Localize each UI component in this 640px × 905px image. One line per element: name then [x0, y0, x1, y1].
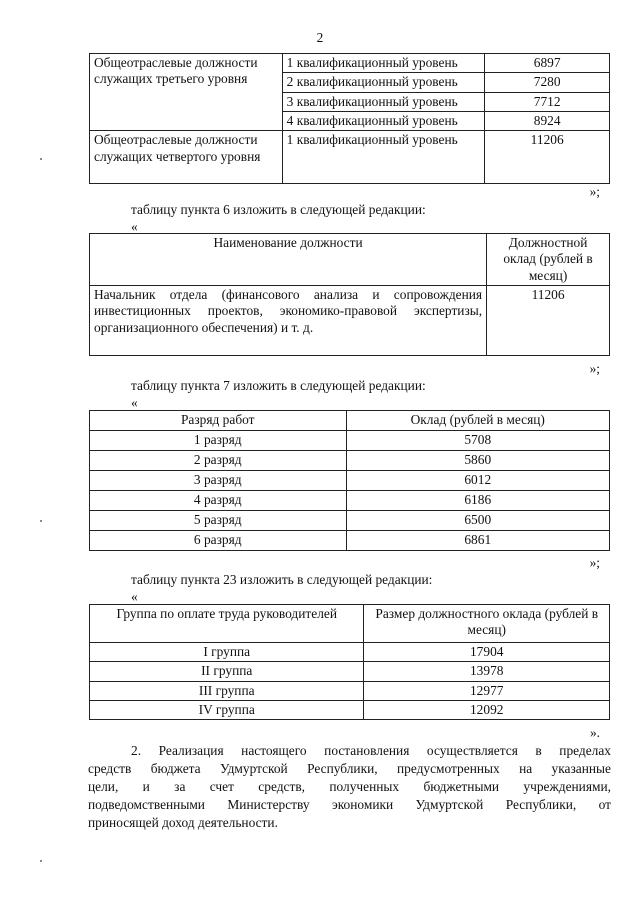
open-quote: « [131, 395, 138, 410]
scan-speck [40, 520, 42, 522]
open-quote: « [131, 219, 138, 234]
salary-levels-table [89, 53, 610, 184]
table-header-row [90, 605, 610, 643]
header-rank: Разряд работ [90, 411, 347, 431]
salary-cell: 6500 [346, 511, 610, 531]
group-cell: Общеотраслевые должности служащих четвертого уровня [90, 131, 283, 184]
group-cell: IV группа [90, 701, 364, 720]
rank-cell: 5 разряд [90, 511, 347, 531]
section23-intro: таблицу пункта 23 изложить в следующей редакции: [131, 572, 433, 587]
position-name-cell: Начальник отдела (финансового анализа и сопровождения инвестиционных проектов, экономико-правовой экспертизы, организационного обеспечения) и т. д. [90, 286, 487, 356]
salary-cell: 6861 [346, 531, 610, 551]
group-cell: Общеотраслевые должности служащих третьего уровня [90, 54, 283, 131]
section6-intro: таблицу пункта 6 изложить в следующей редакции: [131, 202, 426, 217]
salary-cell: 6012 [346, 471, 610, 491]
paragraph-line: цели, и за счет средств, полученных бюджетными учреждениями, [88, 779, 611, 794]
salary-cell: 7712 [485, 92, 610, 111]
rank-cell: 6 разряд [90, 531, 347, 551]
table-header-row [90, 234, 610, 286]
rank-cell: 4 разряд [90, 491, 347, 511]
table-row [90, 54, 610, 73]
table-row [90, 431, 610, 451]
header-salary: Должностной оклад (рублей в месяц) [487, 234, 610, 286]
header-salary: Оклад (рублей в месяц) [346, 411, 610, 431]
scan-speck [40, 860, 42, 862]
salary-cell: 6897 [485, 54, 610, 73]
closing-quote: »; [589, 361, 600, 376]
table-row [90, 131, 610, 184]
level-cell: 1 квалификационный уровень [282, 131, 485, 184]
paragraph-line: 2. Реализация настоящего постановления осуществляется в пределах [131, 743, 611, 758]
salary-cell: 11206 [487, 286, 610, 356]
table-header-row [90, 411, 610, 431]
salary-cell: 8924 [485, 112, 610, 131]
salary-cell: 17904 [364, 643, 610, 662]
group-cell: I группа [90, 643, 364, 662]
salary-cell: 12977 [364, 681, 610, 700]
header-group: Группа по оплате труда руководителей [90, 605, 364, 643]
closing-quote: »; [589, 555, 600, 570]
work-rank-table [89, 410, 610, 551]
table-row [90, 511, 610, 531]
page-number: 2 [316, 30, 324, 45]
table-row [90, 491, 610, 511]
header-salary: Размер должностного оклада (рублей в месяц) [364, 605, 610, 643]
salary-cell: 11206 [485, 131, 610, 184]
group-cell: II группа [90, 662, 364, 681]
closing-quote: ». [589, 725, 600, 740]
rank-cell: 2 разряд [90, 451, 347, 471]
salary-cell: 7280 [485, 73, 610, 92]
closing-quote: »; [589, 184, 600, 199]
paragraph-line: приносящей доход деятельности. [88, 815, 278, 830]
paragraph-line: средств бюджета Удмуртской Республики, предусмотренных на указанные [88, 761, 611, 776]
table-row [90, 451, 610, 471]
salary-cell: 12092 [364, 701, 610, 720]
level-cell: 2 квалификационный уровень [282, 73, 485, 92]
table-row [90, 471, 610, 491]
manager-group-table [89, 604, 610, 720]
table-row [90, 531, 610, 551]
paragraph-line: подведомственными Министерству экономики Удмуртской Республики, от [88, 797, 611, 812]
rank-cell: 1 разряд [90, 431, 347, 451]
table-row [90, 643, 610, 662]
level-cell: 1 квалификационный уровень [282, 54, 485, 73]
table-row [90, 662, 610, 681]
rank-cell: 3 разряд [90, 471, 347, 491]
table-row [90, 681, 610, 700]
header-position-name: Наименование должности [90, 234, 487, 286]
level-cell: 4 квалификационный уровень [282, 112, 485, 131]
table-row [90, 701, 610, 720]
implementation-paragraph [88, 742, 611, 832]
level-cell: 3 квалификационный уровень [282, 92, 485, 111]
salary-cell: 5708 [346, 431, 610, 451]
scan-speck [40, 158, 42, 160]
salary-cell: 6186 [346, 491, 610, 511]
salary-cell: 13978 [364, 662, 610, 681]
position-salary-table [89, 233, 610, 356]
open-quote: « [131, 589, 138, 604]
table-row [90, 286, 610, 356]
group-cell: III группа [90, 681, 364, 700]
section7-intro: таблицу пункта 7 изложить в следующей редакции: [131, 378, 426, 393]
salary-cell: 5860 [346, 451, 610, 471]
